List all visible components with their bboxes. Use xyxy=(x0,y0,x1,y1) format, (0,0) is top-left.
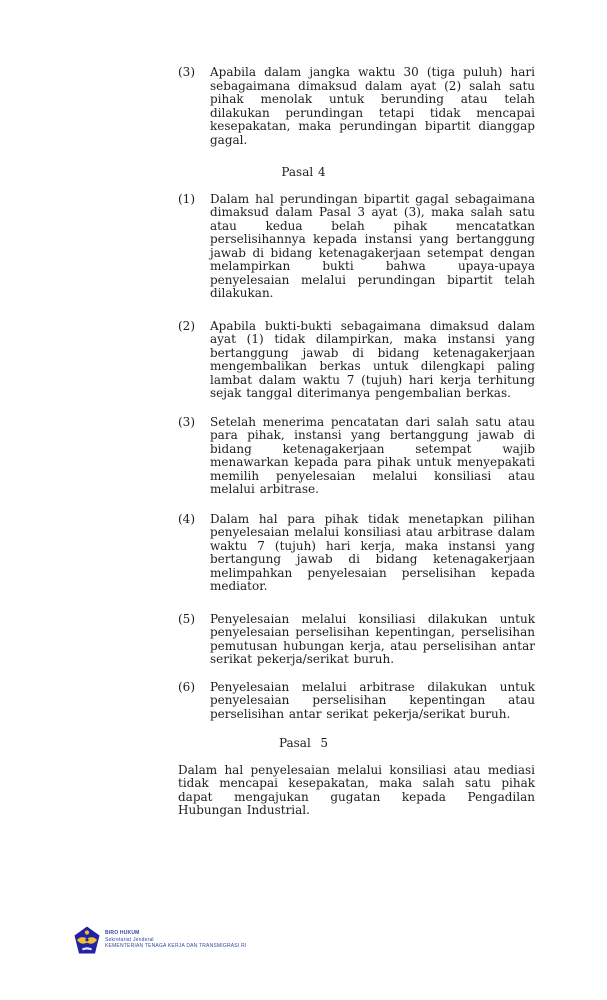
footer-org-unit: BIRO HUKUM xyxy=(105,930,140,936)
clause-pasal3-ayat3 xyxy=(178,66,535,147)
clause-text: Apabila dalam jangka waktu 30 (tiga puluh) hari sebagaimana dimaksud dalam ayat (2) salah satu pihak menolak untuk berunding atau telah dilakukan perundingan tetapi tidak mencapai kesepakatan, maka perundingan bipartit dianggap gagal. xyxy=(210,65,535,147)
footer-brand-text xyxy=(105,926,246,950)
clause-number: (1) xyxy=(178,191,195,206)
footer-secretariat: Sekretariat Jenderal xyxy=(105,936,154,943)
heading-pasal-4: Pasal 4 xyxy=(281,165,326,179)
clause-number: (6) xyxy=(178,679,195,694)
heading-pasal-5: Pasal 5 xyxy=(278,736,329,750)
clause-pasal4-ayat3 xyxy=(178,416,535,497)
footer-ministry-name: KEMENTERIAN TENAGA KERJA DAN TRANSMIGRASI RI xyxy=(105,943,247,949)
clause-number: (5) xyxy=(178,611,195,626)
clause-text: Penyelesaian melalui konsiliasi dilakukan untuk penyelesaian perselisihan kepentingan, perselisihan pemutusan hubungan kerja, atau perselisihan antar serikat pekerja/serikat buruh. xyxy=(210,611,535,666)
clause-text: Penyelesaian melalui arbitrase dilakukan untuk penyelesaian perselisihan kepentingan atau perselisihan antar serikat pekerja/serikat buruh. xyxy=(210,679,535,721)
clause-text: Dalam hal para pihak tidak menetapkan pilihan penyelesaian melalui konsiliasi atau arbitrase dalam waktu 7 (tujuh) hari kerja, maka instansi yang bertangung jawab di bidang ketenagakerjaan melimpahkan penyelesaian perselisihan kepada mediator. xyxy=(210,511,535,593)
clause-text: Setelah menerima pencatatan dari salah satu atau para pihak, instansi yang bertanggung jawab di bidang ketenagakerjaan setempat wajib menawarkan kepada para pihak untuk menyepakati memilih penyelesaian melalui konsiliasi atau melalui arbitrase. xyxy=(210,414,535,496)
clause-text: Apabila bukti-bukti sebagaimana dimaksud dalam ayat (1) tidak dilampirkan, maka instansi yang bertanggung jawab di bidang ketenagakerjaan mengembalikan berkas untuk dilengkapi paling lambat dalam waktu 7 (tujuh) hari kerja terhitung sejak tanggal diterimanya pengembalian berkas. xyxy=(210,318,535,400)
clause-number: (3) xyxy=(178,65,195,79)
clause-number: (4) xyxy=(178,511,195,526)
clause-pasal4-ayat2 xyxy=(178,320,535,401)
clause-number: (2) xyxy=(178,318,195,333)
ministry-emblem-icon xyxy=(74,926,100,954)
clause-pasal4-ayat5 xyxy=(178,613,535,667)
clause-number: (3) xyxy=(178,414,195,429)
clause-pasal4-ayat4 xyxy=(178,513,535,594)
pasal5-body-text: Dalam hal penyelesaian melalui konsiliasi atau mediasi tidak mencapai kesepakatan, maka salah satu pihak dapat mengajukan gugatan kepada Pengadilan Hubungan Industrial. xyxy=(178,762,535,817)
footer-brand xyxy=(74,926,246,954)
clause-pasal4-ayat6 xyxy=(178,681,535,722)
clause-text: Dalam hal perundingan bipartit gagal sebagaimana dimaksud dalam Pasal 3 ayat (3), maka salah satu atau kedua belah pihak mencatatkan perselisihannya kepada instansi yang bertanggung jawab di bidang ketenagakerjaan setempat dengan melampirkan bukti bahwa upaya-upaya penyelesaian melalui perundingan bipartit telah dilakukan. xyxy=(210,191,535,300)
clause-pasal4-ayat1 xyxy=(178,193,535,301)
